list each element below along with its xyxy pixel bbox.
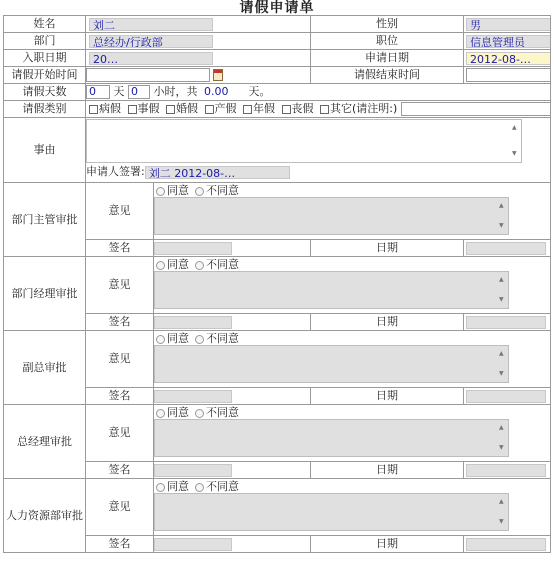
leave-type-sick[interactable] <box>86 102 121 115</box>
total-days-value: 0.00 <box>201 85 245 99</box>
approval-title-dept-manager: 部门经理审批 <box>4 257 86 331</box>
approval-title-dept-supervisor: 部门主管审批 <box>4 183 86 257</box>
agree-label: 同意 <box>167 480 189 493</box>
date-label: 日期 <box>311 536 464 553</box>
gender-label: 性别 <box>311 16 464 33</box>
opinion-label: 意见 <box>86 405 154 462</box>
checkbox-icon[interactable] <box>282 105 291 114</box>
sign-field[interactable] <box>154 316 232 329</box>
approval-title-hr: 人力资源部审批 <box>4 479 86 553</box>
agree-radio-icon[interactable] <box>156 187 165 196</box>
disagree-radio-icon[interactable] <box>195 261 204 270</box>
leave-type-label: 产假 <box>214 102 237 115</box>
scroll-down-icon[interactable]: ▼ <box>499 518 504 525</box>
scrollbar[interactable] <box>498 495 507 529</box>
disagree-radio-icon[interactable] <box>195 335 204 344</box>
date-label: 日期 <box>311 388 464 405</box>
sign-label: 签名 <box>86 388 154 405</box>
agree-label: 同意 <box>167 258 189 271</box>
sign-field[interactable] <box>154 464 232 477</box>
approval-date-field[interactable] <box>466 316 546 329</box>
start-time-label: 请假开始时间 <box>4 67 86 84</box>
date-label: 日期 <box>311 314 464 331</box>
disagree-label: 不同意 <box>206 258 239 271</box>
scrollbar[interactable] <box>498 421 507 455</box>
row-days <box>4 84 551 101</box>
total-unit: 天。 <box>248 85 271 98</box>
approval-row-hr <box>4 479 551 536</box>
approval-sign-row-dept-supervisor <box>4 240 551 257</box>
agree-label: 同意 <box>167 332 189 345</box>
leave-type-bereavement[interactable] <box>279 102 314 115</box>
approval-date-field[interactable] <box>466 242 546 255</box>
approval-sign-row-dept-manager <box>4 314 551 331</box>
leave-type-maternity[interactable] <box>202 102 237 115</box>
row-dates <box>4 50 551 67</box>
approval-row-vice-president <box>4 331 551 388</box>
name-label: 姓名 <box>4 16 86 33</box>
approval-row-dept-supervisor <box>4 183 551 240</box>
row-reason <box>4 118 551 183</box>
checkbox-icon[interactable] <box>128 105 137 114</box>
date-label: 日期 <box>311 462 464 479</box>
name-field[interactable]: 刘二 <box>89 18 213 31</box>
leave-type-other[interactable] <box>317 102 397 115</box>
approval-date-field[interactable] <box>466 464 546 477</box>
scroll-down-icon[interactable]: ▼ <box>512 150 517 157</box>
opinion-textarea[interactable] <box>154 345 509 383</box>
agree-label: 同意 <box>167 406 189 419</box>
scrollbar[interactable] <box>511 121 520 161</box>
checkbox-icon[interactable] <box>166 105 175 114</box>
disagree-radio-icon[interactable] <box>195 187 204 196</box>
scroll-up-icon[interactable]: ▲ <box>499 202 504 209</box>
scroll-down-icon[interactable]: ▼ <box>499 370 504 377</box>
sign-label: 签名 <box>86 462 154 479</box>
date-label: 日期 <box>311 240 464 257</box>
disagree-label: 不同意 <box>206 406 239 419</box>
approval-sign-row-vice-president <box>4 388 551 405</box>
form-title: 请假申请单 <box>239 0 315 16</box>
scrollbar[interactable] <box>498 347 507 381</box>
scroll-down-icon[interactable]: ▼ <box>499 444 504 451</box>
agree-radio-icon[interactable] <box>156 261 165 270</box>
leave-type-label: 婚假 <box>176 102 198 115</box>
hours-input[interactable]: 0 <box>128 85 150 99</box>
other-type-input[interactable] <box>401 102 551 116</box>
scroll-up-icon[interactable]: ▲ <box>499 276 504 283</box>
row-type <box>4 101 551 118</box>
sign-label: 签名 <box>86 314 154 331</box>
reason-textarea[interactable] <box>86 119 522 163</box>
approval-date-field[interactable] <box>466 538 546 551</box>
leave-type-personal[interactable] <box>125 102 160 115</box>
signature-field[interactable]: 刘二 2012-08-… <box>145 166 290 179</box>
checkbox-icon[interactable] <box>205 105 214 114</box>
calendar-icon[interactable] <box>213 69 223 81</box>
approval-row-dept-manager <box>4 257 551 314</box>
approval-date-field[interactable] <box>466 390 546 403</box>
approval-title-vice-president: 副总审批 <box>4 331 86 405</box>
checkbox-icon[interactable] <box>320 105 329 114</box>
disagree-label: 不同意 <box>206 332 239 345</box>
leave-form-table <box>3 15 551 553</box>
agree-radio-icon[interactable] <box>156 335 165 344</box>
position-label: 职位 <box>311 33 464 50</box>
row-dept <box>4 33 551 50</box>
disagree-radio-icon[interactable] <box>195 483 204 492</box>
end-time-label: 请假结束时间 <box>311 67 464 84</box>
opinion-textarea[interactable] <box>154 419 509 457</box>
leave-type-label: 年假 <box>253 102 275 115</box>
reason-label: 事由 <box>4 118 86 183</box>
hire-date-label: 入职日期 <box>4 50 86 67</box>
disagree-label: 不同意 <box>206 480 239 493</box>
approval-row-general-manager <box>4 405 551 462</box>
scroll-down-icon[interactable]: ▼ <box>499 222 504 229</box>
scrollbar[interactable] <box>498 273 507 307</box>
scroll-up-icon[interactable]: ▲ <box>499 350 504 357</box>
opinion-label: 意见 <box>86 257 154 314</box>
opinion-label: 意见 <box>86 183 154 240</box>
end-time-input[interactable] <box>466 68 551 82</box>
agree-radio-icon[interactable] <box>156 483 165 492</box>
sign-label: 签名 <box>86 240 154 257</box>
sign-label: 签名 <box>86 536 154 553</box>
approval-title-general-manager: 总经理审批 <box>4 405 86 479</box>
sign-field[interactable] <box>154 390 232 403</box>
agree-label: 同意 <box>167 184 189 197</box>
row-name <box>4 16 551 33</box>
type-label: 请假类别 <box>4 101 86 118</box>
leave-type-label: 事假 <box>137 102 160 115</box>
scroll-up-icon[interactable]: ▲ <box>499 498 504 505</box>
opinion-textarea[interactable] <box>154 197 509 235</box>
apply-date-label: 申请日期 <box>311 50 464 67</box>
days-label: 请假天数 <box>4 84 86 101</box>
sign-field[interactable] <box>154 242 232 255</box>
days-unit: 天 <box>113 85 125 98</box>
dept-field[interactable]: 总经办/行政部 <box>89 35 213 48</box>
leave-type-label: 病假 <box>99 102 121 115</box>
scroll-down-icon[interactable]: ▼ <box>499 296 504 303</box>
sign-field[interactable] <box>154 538 232 551</box>
signature-label: 申请人签署: <box>86 165 145 178</box>
opinion-textarea[interactable] <box>154 271 509 309</box>
leave-type-label: 其它(请注明:) <box>330 102 398 115</box>
checkbox-icon[interactable] <box>89 105 98 114</box>
opinion-label: 意见 <box>86 479 154 536</box>
dept-label: 部门 <box>4 33 86 50</box>
hours-unit: 小时，共 <box>153 85 198 98</box>
checkbox-icon[interactable] <box>243 105 252 114</box>
days-input[interactable]: 0 <box>86 85 110 99</box>
agree-radio-icon[interactable] <box>156 409 165 418</box>
apply-date-field[interactable]: 2012-08-… <box>466 52 551 65</box>
position-field[interactable]: 信息管理员 <box>466 35 551 48</box>
disagree-radio-icon[interactable] <box>195 409 204 418</box>
disagree-label: 不同意 <box>206 184 239 197</box>
gender-field[interactable]: 男 <box>466 18 551 31</box>
leave-type-annual[interactable] <box>240 102 275 115</box>
approval-sign-row-general-manager <box>4 462 551 479</box>
hire-date-field[interactable]: 20… <box>89 52 213 65</box>
scroll-up-icon[interactable]: ▲ <box>499 424 504 431</box>
leave-type-label: 丧假 <box>291 102 314 115</box>
leave-type-marriage[interactable] <box>163 102 198 115</box>
scroll-up-icon[interactable]: ▲ <box>512 124 517 131</box>
opinion-label: 意见 <box>86 331 154 388</box>
row-period <box>4 67 551 84</box>
approval-sign-row-hr <box>4 536 551 553</box>
opinion-textarea[interactable] <box>154 493 509 531</box>
scrollbar[interactable] <box>498 199 507 233</box>
start-time-input[interactable] <box>86 68 210 82</box>
